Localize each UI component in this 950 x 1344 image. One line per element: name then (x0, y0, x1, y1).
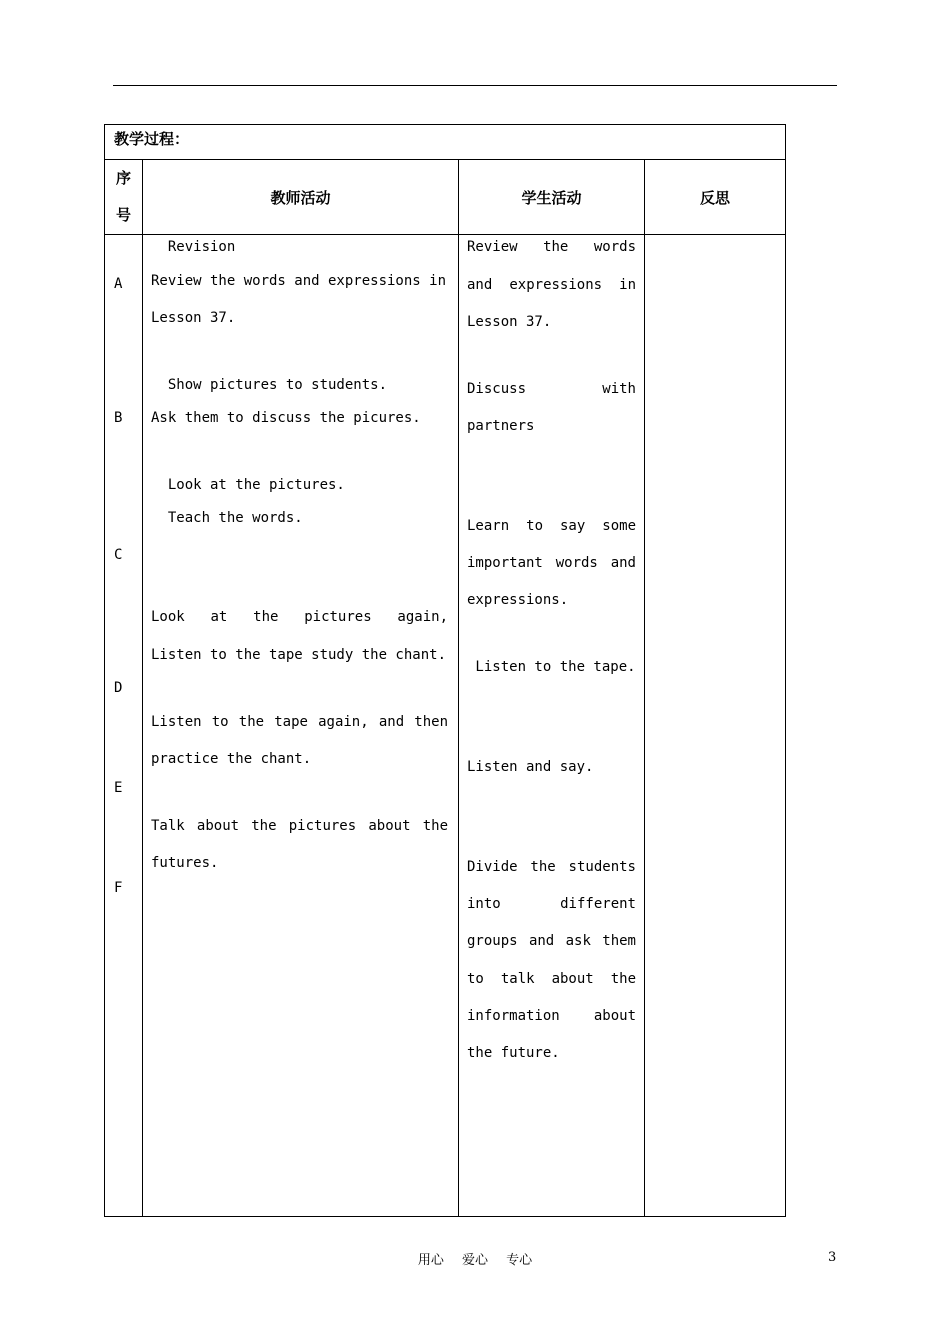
teacher-line: Revision (151, 239, 236, 255)
seq-cell (105, 235, 143, 1217)
teacher-line: Teach the words. (151, 510, 303, 526)
step-label-a: A (114, 276, 123, 292)
teacher-line: Show pictures to students. (151, 377, 388, 393)
student-line: partners (467, 418, 535, 434)
page-number: 3 (828, 1250, 837, 1265)
student-line: Listen to the tape. (467, 659, 636, 675)
teacher-line: futures. (151, 855, 219, 871)
footer-motto: 用心 爱心 专心 (417, 1253, 533, 1268)
reflection-cell (645, 235, 786, 1217)
teacher-line: Lesson 37. (151, 310, 236, 326)
student-line: to talk about the (467, 971, 636, 987)
header-seq (105, 160, 143, 235)
step-label-c: C (114, 547, 123, 563)
student-line: Divide the students (467, 859, 636, 875)
student-line: important words and (467, 555, 636, 571)
header-rule (113, 85, 837, 86)
step-label-d: D (114, 680, 123, 696)
student-line: Learn to say some (467, 518, 636, 534)
teacher-activity-cell (143, 235, 459, 1217)
teacher-line: Listen to the tape study the chant. (151, 647, 447, 663)
student-line: Listen and say. (467, 759, 594, 775)
teacher-line: Look at the pictures. (151, 477, 345, 493)
student-line: Review the words (467, 239, 636, 255)
header-seq-line-1: 序 (115, 169, 131, 187)
header-student: 学生活动 (459, 160, 645, 235)
student-line: into different (467, 896, 636, 912)
teacher-line: practice the chant. (151, 751, 312, 767)
header-teacher: 教师活动 (143, 160, 459, 235)
student-line: information about (467, 1008, 636, 1024)
header-reflection: 反思 (645, 160, 786, 235)
teacher-line: Listen to the tape again, and then (151, 714, 448, 730)
student-line: Discuss with (467, 381, 636, 397)
header-seq-line-2: 号 (115, 206, 131, 224)
table-title: 教学过程： (105, 125, 786, 160)
teacher-line: Look at the pictures again, (151, 609, 448, 625)
student-line: Lesson 37. (467, 314, 552, 330)
teaching-process-table (104, 124, 786, 1217)
teacher-line: Review the words and expressions in (151, 273, 447, 289)
step-label-b: B (114, 410, 123, 426)
step-label-f: F (114, 880, 123, 896)
student-line: groups and ask them (467, 933, 636, 949)
student-line: and expressions in (467, 277, 636, 293)
student-activity-cell (459, 235, 645, 1217)
student-line: the future. (467, 1045, 560, 1061)
student-line: expressions. (467, 592, 569, 608)
teacher-line: Ask them to discuss the picures. (151, 410, 421, 426)
step-label-e: E (114, 780, 123, 796)
teacher-line: Talk about the pictures about the (151, 818, 448, 834)
